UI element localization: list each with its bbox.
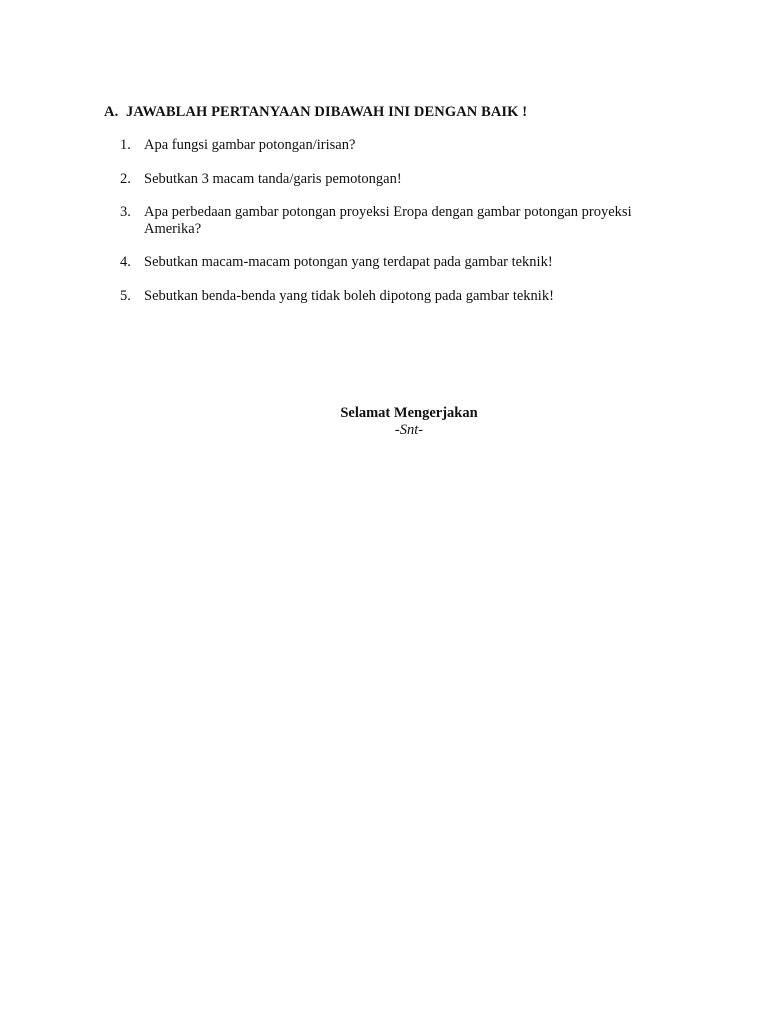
question-item <box>120 254 680 271</box>
question-text: Sebutkan benda-benda yang tidak boleh dipotong pada gambar teknik! <box>144 288 554 304</box>
section-heading <box>104 104 527 121</box>
question-number: 3. <box>120 204 131 220</box>
question-number: 5. <box>120 288 131 304</box>
question-text: Sebutkan 3 macam tanda/garis pemotongan! <box>144 171 402 187</box>
question-number: 4. <box>120 254 131 270</box>
section-letter: A. <box>104 104 119 120</box>
question-number: 1. <box>120 137 131 153</box>
question-item <box>120 204 680 238</box>
question-number: 2. <box>120 171 131 187</box>
question-item <box>120 288 680 305</box>
section-title: JAWABLAH PERTANYAAN DIBAWAH INI DENGAN BAIK ! <box>126 104 528 120</box>
closing-signature: -Snt- <box>394 422 424 438</box>
question-text: Sebutkan macam-macam potongan yang terdapat pada gambar teknik! <box>144 254 553 270</box>
question-item <box>120 137 680 154</box>
question-text: Apa perbedaan gambar potongan proyeksi Eropa dengan gambar potongan proyeksi Amerika? <box>144 204 632 237</box>
closing-title: Selamat Mengerjakan <box>340 405 478 421</box>
question-text: Apa fungsi gambar potongan/irisan? <box>144 137 356 153</box>
question-item <box>120 171 680 188</box>
